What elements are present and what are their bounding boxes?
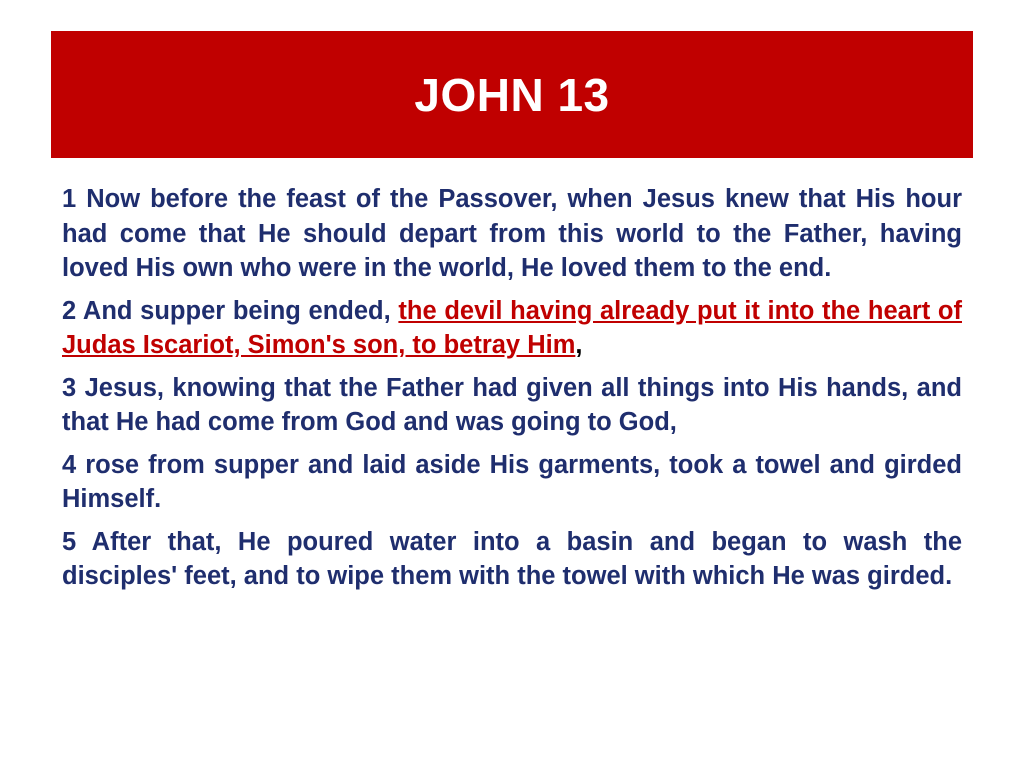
verse-1: 1 Now before the feast of the Passover, when Jesus knew that His hour had come that He should depart from this world to the Father, having loved His own who were in the world, He loved them to the end. [62, 185, 962, 282]
title-banner [51, 31, 973, 158]
scripture-body [62, 182, 962, 602]
slide-title: JOHN 13 [414, 68, 610, 121]
verse-2-highlight: the devil having already put it into the heart of Judas Iscariot, Simon's son, to betray Him [62, 296, 962, 359]
verse-5: 5 After that, He poured water into a basin and began to wash the disciples' feet, and to wipe them with the towel with which He was girded. [62, 527, 962, 590]
verse-2-end: , [575, 331, 583, 359]
verse-3: 3 Jesus, knowing that the Father had given all things into His hands, and that He had come from God and was going to God, [62, 373, 962, 436]
verse-2 [62, 294, 962, 363]
verse-2-intro: 2 And supper being ended, [62, 296, 399, 325]
verse-4: 4 rose from supper and laid aside His garments, took a towel and girded Himself. [62, 450, 962, 513]
